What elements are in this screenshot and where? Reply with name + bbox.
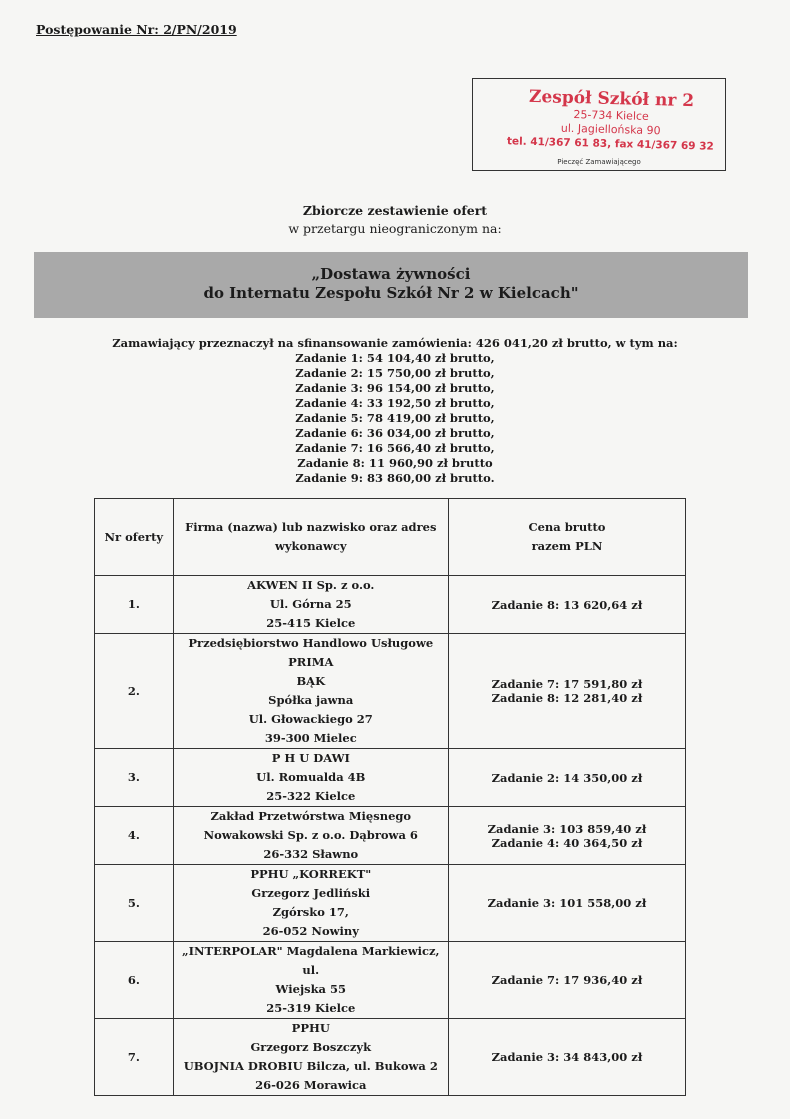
price-line: Zadanie 3: 101 558,00 zł [487,896,647,910]
contractor-line: Przedsiębiorstwo Handlowo Usługowe PRIMA [188,636,434,669]
budget-item: Zadanie 6: 36 034,00 zł brutto, [295,426,495,440]
table-row [95,1019,686,1096]
contractor-cell [173,576,448,634]
table-row [95,634,686,749]
contractor-line: PPHU „KORREKT" [250,867,372,881]
contractor-line: Nowakowski Sp. z o.o. Dąbrowa 6 [203,828,418,842]
offer-number: 1. [95,576,174,634]
contractor-line: Zakład Przetwórstwa Mięsnego [210,809,412,823]
offer-number: 4. [95,807,174,865]
offer-number: 7. [95,1019,174,1096]
contractor-line: Grzegorz Boszczyk [250,1040,372,1054]
offer-number: 6. [95,942,174,1019]
stamp-caption: Pieczęć Zamawiającego [557,158,641,166]
price-cell [448,865,685,942]
price-cell [448,807,685,865]
table-row [95,576,686,634]
budget-item: Zadanie 1: 54 104,40 zł brutto, [295,351,495,365]
header-price-line2: razem PLN [531,539,603,553]
contractor-cell [173,865,448,942]
procedure-number: Postępowanie Nr: 2/PN/2019 [36,22,237,37]
budget-item: Zadanie 2: 15 750,00 zł brutto, [295,366,495,380]
contractor-cell [173,1019,448,1096]
contractor-line: 26-026 Morawica [255,1078,367,1092]
price-cell [448,576,685,634]
budget-intro: Zamawiający przeznaczył na sfinansowanie zamówienia: 426 041,20 zł brutto, w tym na: [112,336,678,350]
budget-section [0,336,790,486]
contractor-cell [173,807,448,865]
price-line: Zadanie 3: 103 859,40 zł [487,821,647,836]
contractor-cell [173,942,448,1019]
contractor-line: P H U DAWI [271,751,350,765]
contractor-line: Spółka jawna [268,693,354,707]
budget-item: Zadanie 9: 83 860,00 zł brutto. [295,471,495,485]
stamp-street: ul. Jagiellońska 90 [560,121,661,138]
contractor-line: Ul. Romualda 4B [256,770,366,784]
contractor-line: AKWEN II Sp. z o.o. [247,578,375,592]
offers-table [94,498,686,1096]
contractor-line: UBOJNIA DROBIU Bilcza, ul. Bukowa 2 [183,1059,438,1073]
contractor-line: Ul. Głowackiego 27 [248,712,373,726]
price-line: Zadanie 8: 12 281,40 zł [491,691,643,705]
contractor-line: Wiejska 55 [275,982,347,996]
table-header-row [95,499,686,576]
tender-title-line1: „Dostawa żywności [311,265,471,283]
summary-title: Zbiorcze zestawienie ofert [302,203,488,218]
stamp-postal: 25-734 Kielce [573,108,649,123]
stamp-name: Zespół Szkół nr 2 [528,86,695,112]
budget-item: Zadanie 3: 96 154,00 zł brutto, [295,381,495,395]
table-row [95,807,686,865]
contractor-line: 26-052 Nowiny [262,924,359,938]
price-line: Zadanie 7: 17 591,80 zł [491,677,643,691]
price-line: Zadanie 4: 40 364,50 zł [491,835,643,850]
contractor-cell [173,634,448,749]
header-price-line1: Cena brutto [528,520,606,534]
tender-title-line2: do Internatu Zespołu Szkół Nr 2 w Kielcach" [203,284,579,302]
offer-number: 3. [95,749,174,807]
price-line: Zadanie 7: 17 936,40 zł [491,973,643,987]
contractor-line: 25-319 Kielce [266,1001,356,1015]
offer-number: 2. [95,634,174,749]
header-price [448,499,685,576]
budget-item: Zadanie 8: 11 960,90 zł brutto [297,456,493,470]
contractor-line: „INTERPOLAR" Magdalena Markiewicz, ul. [182,944,440,977]
price-line: Zadanie 2: 14 350,00 zł [491,770,643,785]
header-firm: Firma (nazwa) lub nazwisko oraz adres wykonawcy [173,499,448,576]
contractor-line: PPHU [291,1021,330,1035]
contractor-cell [173,749,448,807]
contractor-line: 25-415 Kielce [266,616,356,630]
price-cell [448,749,685,807]
contractor-line: 25-322 Kielce [266,789,356,803]
contractor-line: Ul. Górna 25 [269,597,352,611]
contractor-line: 39-300 Mielec [264,731,357,745]
price-cell [448,1019,685,1096]
price-line: Zadanie 8: 13 620,64 zł [491,597,643,612]
budget-item: Zadanie 4: 33 192,50 zł brutto, [295,396,495,410]
header-nr: Nr oferty [95,499,174,576]
price-cell [448,942,685,1019]
price-cell [448,634,685,749]
stamp-box [472,78,726,171]
school-stamp [500,86,722,154]
summary-subtitle: w przetargu nieograniczonym na: [288,221,502,236]
budget-item: Zadanie 5: 78 419,00 zł brutto, [295,411,495,425]
contractor-line: Zgórsko 17, [272,905,349,919]
budget-item: Zadanie 7: 16 566,40 zł brutto, [295,441,495,455]
contractor-line: 26-332 Sławno [263,847,359,861]
stamp-tel: tel. 41/367 61 83, fax 41/367 69 32 [506,135,714,153]
contractor-line: BĄK [296,674,326,688]
contractor-line: Grzegorz Jedliński [251,886,371,900]
price-line: Zadanie 3: 34 843,00 zł [491,1050,643,1064]
tender-title-banner [34,252,748,318]
table-row [95,942,686,1019]
table-row [95,749,686,807]
offer-number: 5. [95,865,174,942]
table-row [95,865,686,942]
